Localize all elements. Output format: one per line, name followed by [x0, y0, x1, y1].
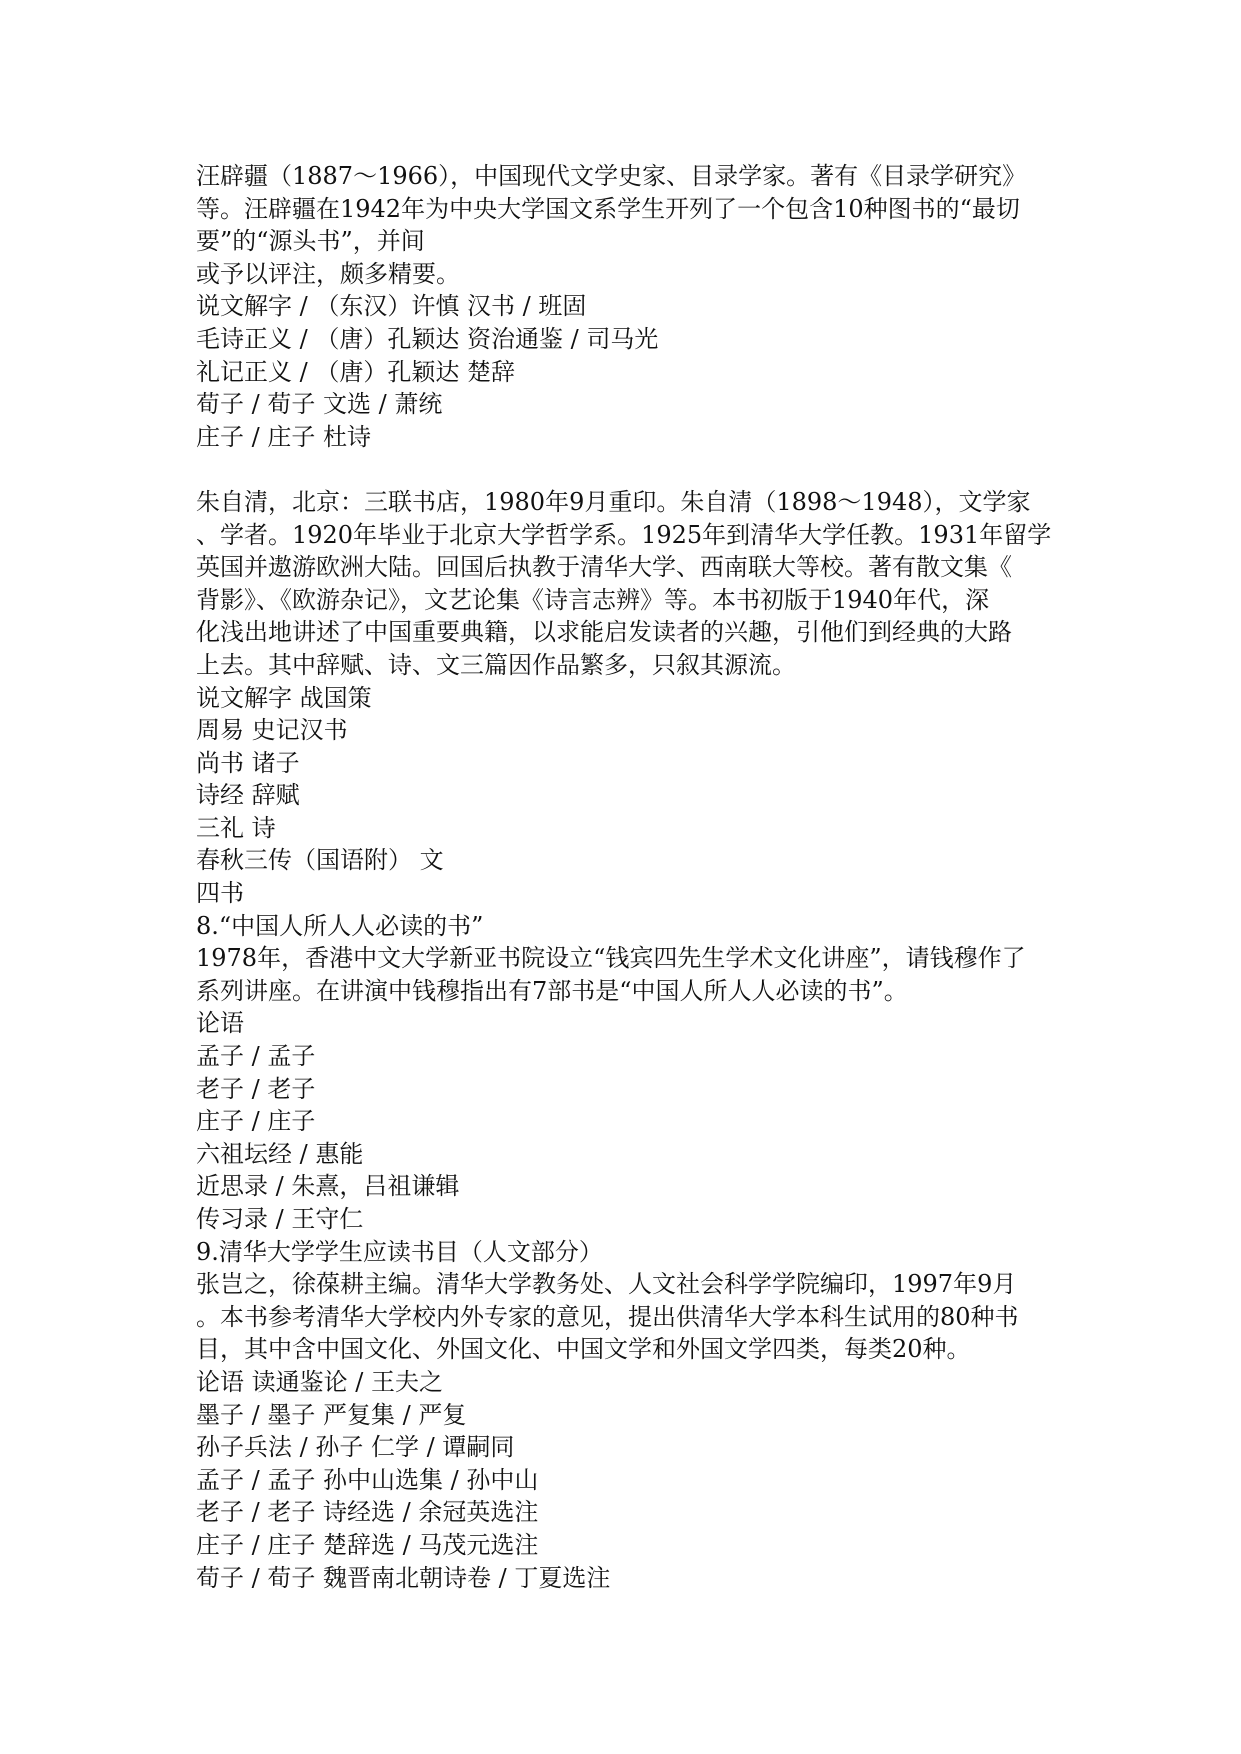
text-line: 目，其中含中国文化、外国文化、中国文学和外国文学四类，每类20种。 [196, 1335, 971, 1364]
text-line: 英国并遨游欧洲大陆。回国后执教于清华大学、西南联大等校。著有散文集《 [196, 553, 1012, 582]
text-line: 化浅出地讲述了中国重要典籍，以求能启发读者的兴趣，引他们到经典的大路 [196, 618, 1012, 647]
text-line: 等。汪辟疆在1942年为中央大学国文系学生开列了一个包含10种图书的“最切 [196, 194, 1020, 223]
section-heading: 9.清华大学学生应读书目（人文部分） [196, 1237, 603, 1266]
book-list-item: 老子 / 老子 [196, 1074, 316, 1103]
book-list [196, 1007, 1056, 1235]
book-list [196, 290, 1056, 453]
book-list-item: 春秋三传（国语附） 文 [196, 846, 444, 875]
text-line: 或予以评注，颇多精要。 [196, 259, 460, 288]
book-list-item: 孟子 / 孟子 孙中山选集 / 孙中山 [196, 1465, 539, 1494]
book-list-item: 庄子 / 庄子 杜诗 [196, 422, 371, 451]
book-list-item: 孟子 / 孟子 [196, 1042, 316, 1071]
book-list-item: 荀子 / 荀子 文选 / 萧统 [196, 390, 443, 419]
section-intro [196, 1268, 1056, 1366]
text-line: 、学者。1920年毕业于北京大学哲学系。1925年到清华大学任教。1931年留学 [196, 520, 1052, 549]
section-zhu-ziqing [196, 486, 1056, 910]
text-line: 系列讲座。在讲演中钱穆指出有7部书是“中国人所人人必读的书”。 [196, 976, 908, 1005]
text-line: 汪辟疆（1887～1966），中国现代文学史家、目录学家。著有《目录学研究》 [196, 162, 1027, 190]
book-list-item: 四书 [196, 879, 244, 908]
text-line: 张岂之，徐葆耕主编。清华大学教务处、人文社会科学学院编印，1997年9月 [196, 1270, 1017, 1299]
section-intro [196, 486, 1056, 682]
book-list-item: 礼记正义 / （唐）孔颖达 楚辞 [196, 357, 515, 386]
book-list-item: 尚书 诸子 [196, 748, 300, 777]
book-list-item: 老子 / 老子 诗经选 / 余冠英选注 [196, 1498, 539, 1527]
book-list-item: 毛诗正义 / （唐）孔颖达 资治通鉴 / 司马光 [196, 324, 659, 353]
book-list [196, 1366, 1056, 1594]
section-heading: 8.“中国人所人人必读的书” [196, 911, 484, 940]
text-line: 背影》、《欧游杂记》，文艺论集《诗言志辨》等。本书初版于1940年代，深 [196, 585, 990, 614]
document-body [196, 160, 1056, 1594]
book-list-item: 庄子 / 庄子 楚辞选 / 马茂元选注 [196, 1530, 539, 1559]
section-qian-mu [196, 910, 1056, 1236]
spacer [196, 453, 1056, 486]
book-list-item: 说文解字 战国策 [196, 683, 372, 712]
book-list-item: 近思录 / 朱熹，吕祖谦辑 [196, 1172, 460, 1201]
text-line: 1978年，香港中文大学新亚书院设立“钱宾四先生学术文化讲座”，请钱穆作了 [196, 944, 1026, 973]
text-line: 。本书参考清华大学校内外专家的意见，提出供清华大学本科生试用的80种书 [196, 1302, 1019, 1331]
book-list-item: 论语 [196, 1009, 244, 1038]
text-line: 朱自清，北京：三联书店，1980年9月重印。朱自清（1898～1948），文学家 [196, 487, 1031, 516]
book-list-item: 六祖坛经 / 惠能 [196, 1139, 364, 1168]
book-list [196, 682, 1056, 910]
book-list-item: 说文解字 / （东汉）许慎 汉书 / 班固 [196, 292, 587, 321]
book-list-item: 传习录 / 王守仁 [196, 1205, 364, 1233]
book-list-item: 孙子兵法 / 孙子 仁学 / 谭嗣同 [196, 1433, 515, 1462]
section-intro [196, 942, 1056, 1007]
book-list-item: 荀子 / 荀子 魏晋南北朝诗卷 / 丁夏选注 [196, 1563, 611, 1592]
book-list-item: 三礼 诗 [196, 813, 276, 842]
text-line: 要”的“源头书”，并间 [196, 227, 425, 256]
book-list-item: 诗经 辞赋 [196, 781, 300, 810]
section-intro [196, 160, 1056, 290]
text-line: 上去。其中辞赋、诗、文三篇因作品繁多，只叙其源流。 [196, 650, 796, 679]
section-wang-pijiang [196, 160, 1056, 453]
book-list-item: 庄子 / 庄子 [196, 1107, 316, 1136]
book-list-item: 论语 读通鉴论 / 王夫之 [196, 1367, 443, 1396]
book-list-item: 周易 史记汉书 [196, 716, 348, 745]
book-list-item: 墨子 / 墨子 严复集 / 严复 [196, 1400, 467, 1429]
section-tsinghua [196, 1236, 1056, 1595]
